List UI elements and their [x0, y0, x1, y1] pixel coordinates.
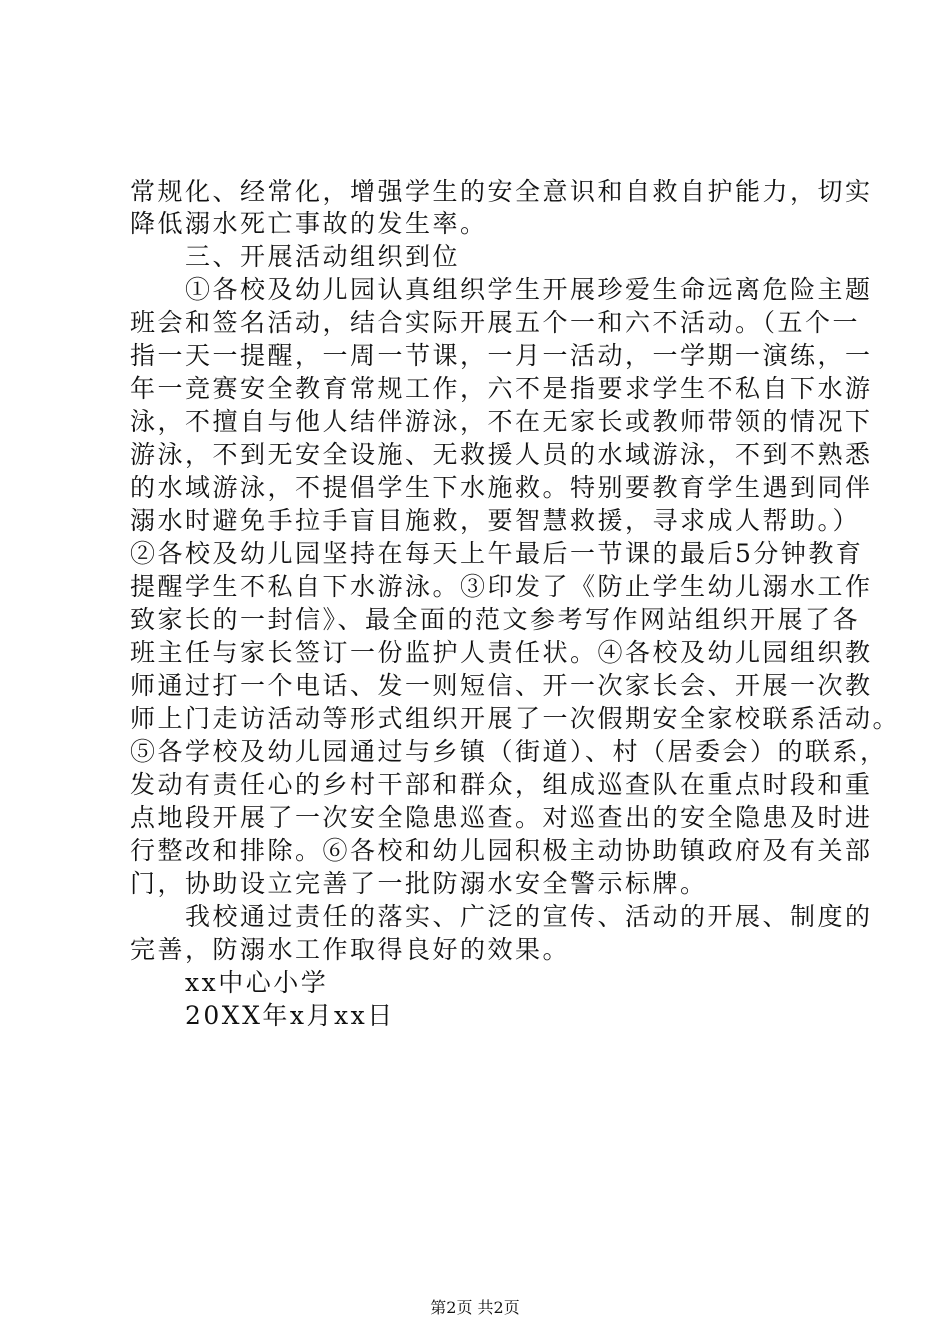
body-line: 致家长的一封信》、最全面的范文参考写作网站组织开展了各 [130, 605, 861, 634]
body-line: 门，协助设立完善了一批防溺水安全警示标牌。 [130, 869, 708, 898]
body-line: ⑤各学校及幼儿园通过与乡镇（街道）、村（居委会）的联系， [130, 737, 888, 766]
body-line: 师通过打一个电话、发一则短信、开一次家长会、开展一次教 [130, 671, 873, 700]
body-line: 游泳，不到无安全设施、无救援人员的水域游泳，不到不熟悉 [130, 440, 873, 469]
body-line: 我校通过责任的落实、广泛的宣传、活动的开展、制度的 [130, 902, 873, 931]
body-line: 行整改和排除。⑥各校和幼儿园积极主动协助镇政府及有关部 [130, 836, 873, 865]
body-line: 发动有责任心的乡村干部和群众，组成巡查队在重点时段和重 [130, 770, 873, 799]
body-line: 降低溺水死亡事故的发生率。 [130, 209, 488, 238]
body-line: ②各校及幼儿园坚持在每天上午最后一节课的最后5分钟教育 [130, 539, 864, 568]
body-line: 溺水时避免手拉手盲目施救，要智慧救援，寻求成人帮助。） [130, 506, 861, 535]
body-line: 班会和签名活动，结合实际开展五个一和六不活动。（五个一 [130, 308, 861, 337]
body-line: 指一天一提醒，一周一节课，一月一活动，一学期一演练，一 [130, 341, 873, 370]
body-line: ①各校及幼儿园认真组织学生开展珍爱生命远离危险主题 [130, 275, 873, 304]
body-line: 提醒学生不私自下水游泳。③印发了《防止学生幼儿溺水工作 [130, 572, 873, 601]
signature-org: xx中心小学 [130, 968, 329, 997]
page-footer: 第2页 共2页 [430, 1298, 520, 1317]
body-line: 师上门走访活动等形式组织开展了一次假期安全家校联系活动。 [130, 704, 901, 733]
signature-date: 20XX年x月xx日 [130, 1001, 395, 1030]
body-line: 泳，不擅自与他人结伴游泳，不在无家长或教师带领的情况下 [130, 407, 873, 436]
body-line: 的水域游泳，不提倡学生下水施救。特别要教育学生遇到同伴 [130, 473, 873, 502]
body-line: 年一竞赛安全教育常规工作，六不是指要求学生不私自下水游 [130, 374, 873, 403]
body-line: 完善，防溺水工作取得良好的效果。 [130, 935, 571, 964]
body-line: 常规化、经常化，增强学生的安全意识和自救自护能力，切实 [130, 177, 873, 206]
body-line: 点地段开展了一次安全隐患巡查。对巡查出的安全隐患及时进 [130, 803, 873, 832]
body-line: 班主任与家长签订一份监护人责任状。④各校及幼儿园组织教 [130, 638, 873, 667]
section-heading: 三、开展活动组织到位 [130, 242, 461, 271]
